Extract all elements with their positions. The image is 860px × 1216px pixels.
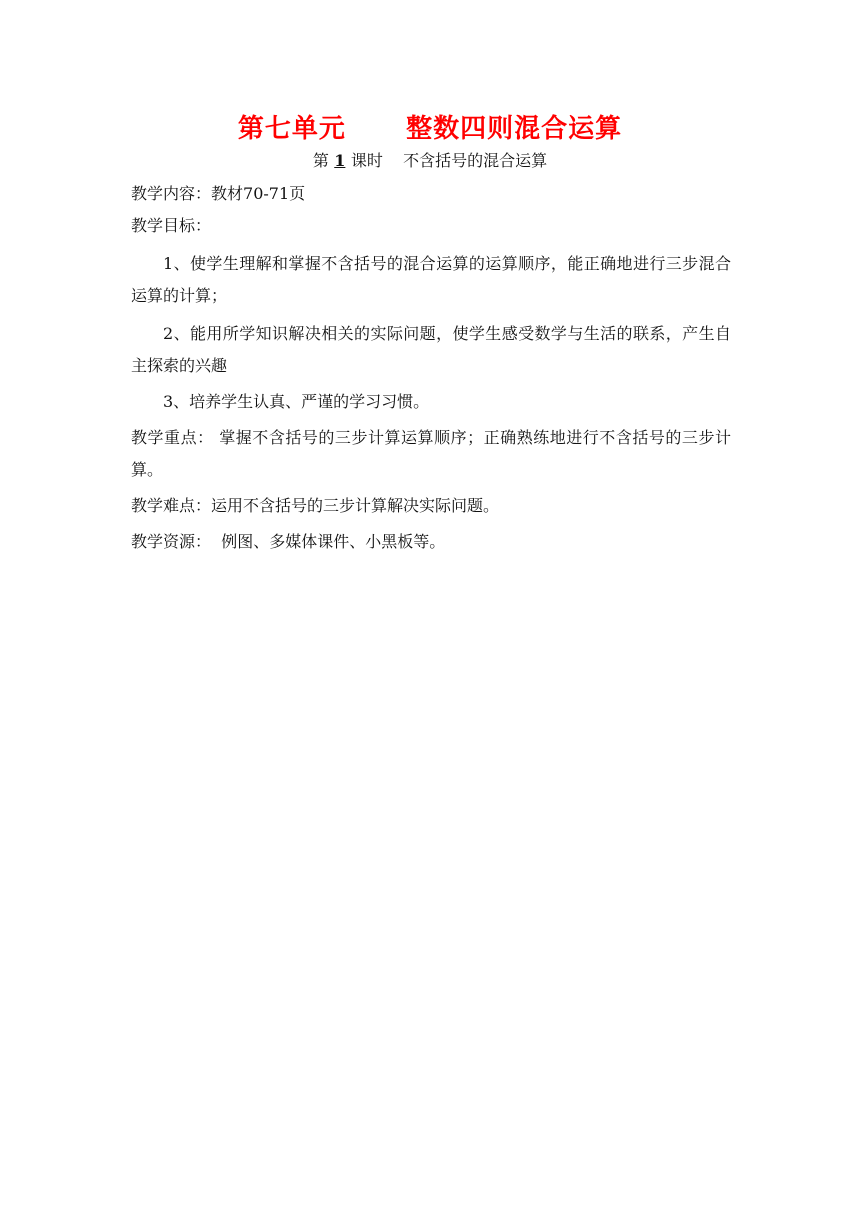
key-points-value: 掌握不含括号的三步计算运算顺序；正确熟练地进行不含括号的三步计算。 — [131, 428, 731, 479]
lesson-prefix: 第 — [312, 151, 329, 170]
difficulties-value: 运用不含括号的三步计算解决实际问题。 — [211, 496, 500, 515]
teaching-content-value: 教材70-71页 — [211, 184, 306, 203]
unit-title: 第七单元 整数四则混合运算 — [237, 114, 623, 144]
difficulties — [131, 490, 731, 522]
difficulties-label: 教学难点： — [131, 496, 212, 515]
objectives-label: 教学目标： — [131, 216, 212, 235]
key-points — [131, 422, 731, 486]
key-points-label: 教学重点： — [131, 428, 214, 447]
resources-label: 教学资源： — [131, 532, 212, 551]
objective-item-1: 1、使学生理解和掌握不含括号的混合运算的运算顺序，能正确地进行三步混合运算的计算； — [131, 254, 731, 305]
resources-value: 例图、多媒体课件、小黑板等。 — [221, 532, 446, 551]
lesson-number: 1 — [334, 151, 346, 170]
objective-item-3: 3、培养学生认真、严谨的学习习惯。 — [163, 392, 430, 411]
objective-item-2: 2、能用所学知识解决相关的实际问题，使学生感受数学与生活的联系，产生自主探索的兴趣 — [131, 324, 731, 375]
resources — [131, 526, 731, 558]
teaching-content — [131, 178, 731, 210]
lesson-title: 课时 不含括号的混合运算 — [350, 151, 548, 170]
teaching-content-label: 教学内容： — [131, 184, 212, 203]
lesson-subtitle — [0, 148, 860, 171]
